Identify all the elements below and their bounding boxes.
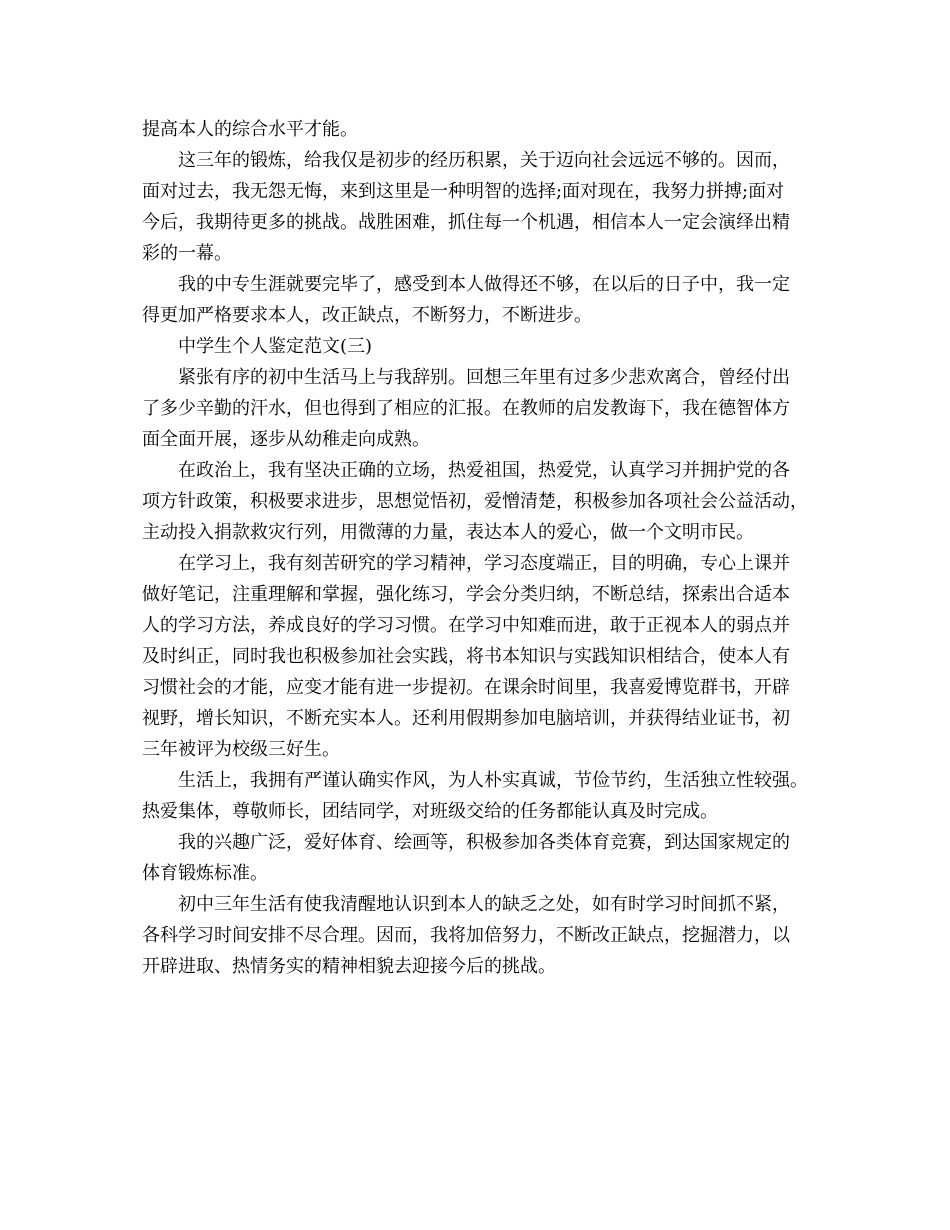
- text-line: 得更加严格要求本人，改正缺点，不断努力，不断进步。: [142, 305, 592, 326]
- text-line: 提高本人的综合水平才能。: [142, 119, 358, 140]
- text-line: 面对过去，我无怨无悔，来到这里是一种明智的选择;面对现在，我努力拼搏;面对: [142, 181, 785, 202]
- text-line: 项方针政策，积极要求进步，思想觉悟初，爱憎清楚，积极参加各项社会公益活动，: [142, 491, 808, 512]
- text-line: 体育锻炼标准。: [142, 863, 268, 884]
- text-line: 三年被评为校级三好生。: [142, 739, 340, 760]
- text-line: 生活上，我拥有严谨认确实作风，为人朴实真诚，节俭节约，生活独立性较强。: [178, 770, 808, 791]
- document-body: [142, 114, 832, 982]
- text-line: 初中三年生活有使我清醒地认识到本人的缺乏之处，如有时学习时间抓不紧，: [178, 894, 790, 915]
- text-line: 习惯社会的才能，应变才能有进一步提初。在课余时间里，我喜爱博览群书，开辟: [142, 677, 790, 698]
- text-line: 今后，我期待更多的挑战。战胜困难，抓住每一个机遇，相信本人一定会演绎出精: [142, 212, 790, 233]
- text-line: 主动投入捐款救灾行列，用微薄的力量，表达本人的爱心，做一个文明市民。: [142, 522, 754, 543]
- text-line: 人的学习方法，养成良好的学习习惯。在学习中知难而进，敢于正视本人的弱点并: [142, 615, 790, 636]
- text-line: 及时纠正，同时我也积极参加社会实践，将书本知识与实践知识相结合，使本人有: [142, 646, 790, 667]
- text-line: 面全面开展，逐步从幼稚走向成熟。: [142, 429, 430, 450]
- text-line: 我的中专生涯就要完毕了，感受到本人做得还不够，在以后的日子中，我一定: [178, 274, 790, 295]
- text-line: 在政治上，我有坚决正确的立场，热爱祖国，热爱党，认真学习并拥护党的各: [178, 460, 790, 481]
- text-line: 做好笔记，注重理解和掌握，强化练习，学会分类归纳，不断总结，探索出合适本: [142, 584, 790, 605]
- text-line: 我的兴趣广泛，爱好体育、绘画等，积极参加各类体育竞赛，到达国家规定的: [178, 832, 790, 853]
- text-line: 各科学习时间安排不尽合理。因而，我将加倍努力，不断改正缺点，挖掘潜力，以: [142, 925, 790, 946]
- text-line: 中学生个人鉴定范文(三): [178, 336, 373, 357]
- text-line: 彩的一幕。: [142, 243, 232, 264]
- text-line: 紧张有序的初中生活马上与我辞别。回想三年里有过多少悲欢离合，曾经付出: [178, 367, 790, 388]
- text-line: 开辟进取、热情务实的精神相貌去迎接今后的挑战。: [142, 956, 556, 977]
- text-line: 在学习上，我有刻苦研究的学习精神，学习态度端正，目的明确，专心上课并: [178, 553, 790, 574]
- text-line: 视野，增长知识，不断充实本人。还利用假期参加电脑培训，并获得结业证书，初: [142, 708, 790, 729]
- text-line: 热爱集体，尊敬师长，团结同学，对班级交给的任务都能认真及时完成。: [142, 801, 718, 822]
- text-line: 这三年的锻炼，给我仅是初步的经历积累，关于迈向社会远远不够的。因而，: [178, 150, 790, 171]
- text-line: 了多少辛勤的汗水，但也得到了相应的汇报。在教师的启发教诲下，我在德智体方: [142, 398, 790, 419]
